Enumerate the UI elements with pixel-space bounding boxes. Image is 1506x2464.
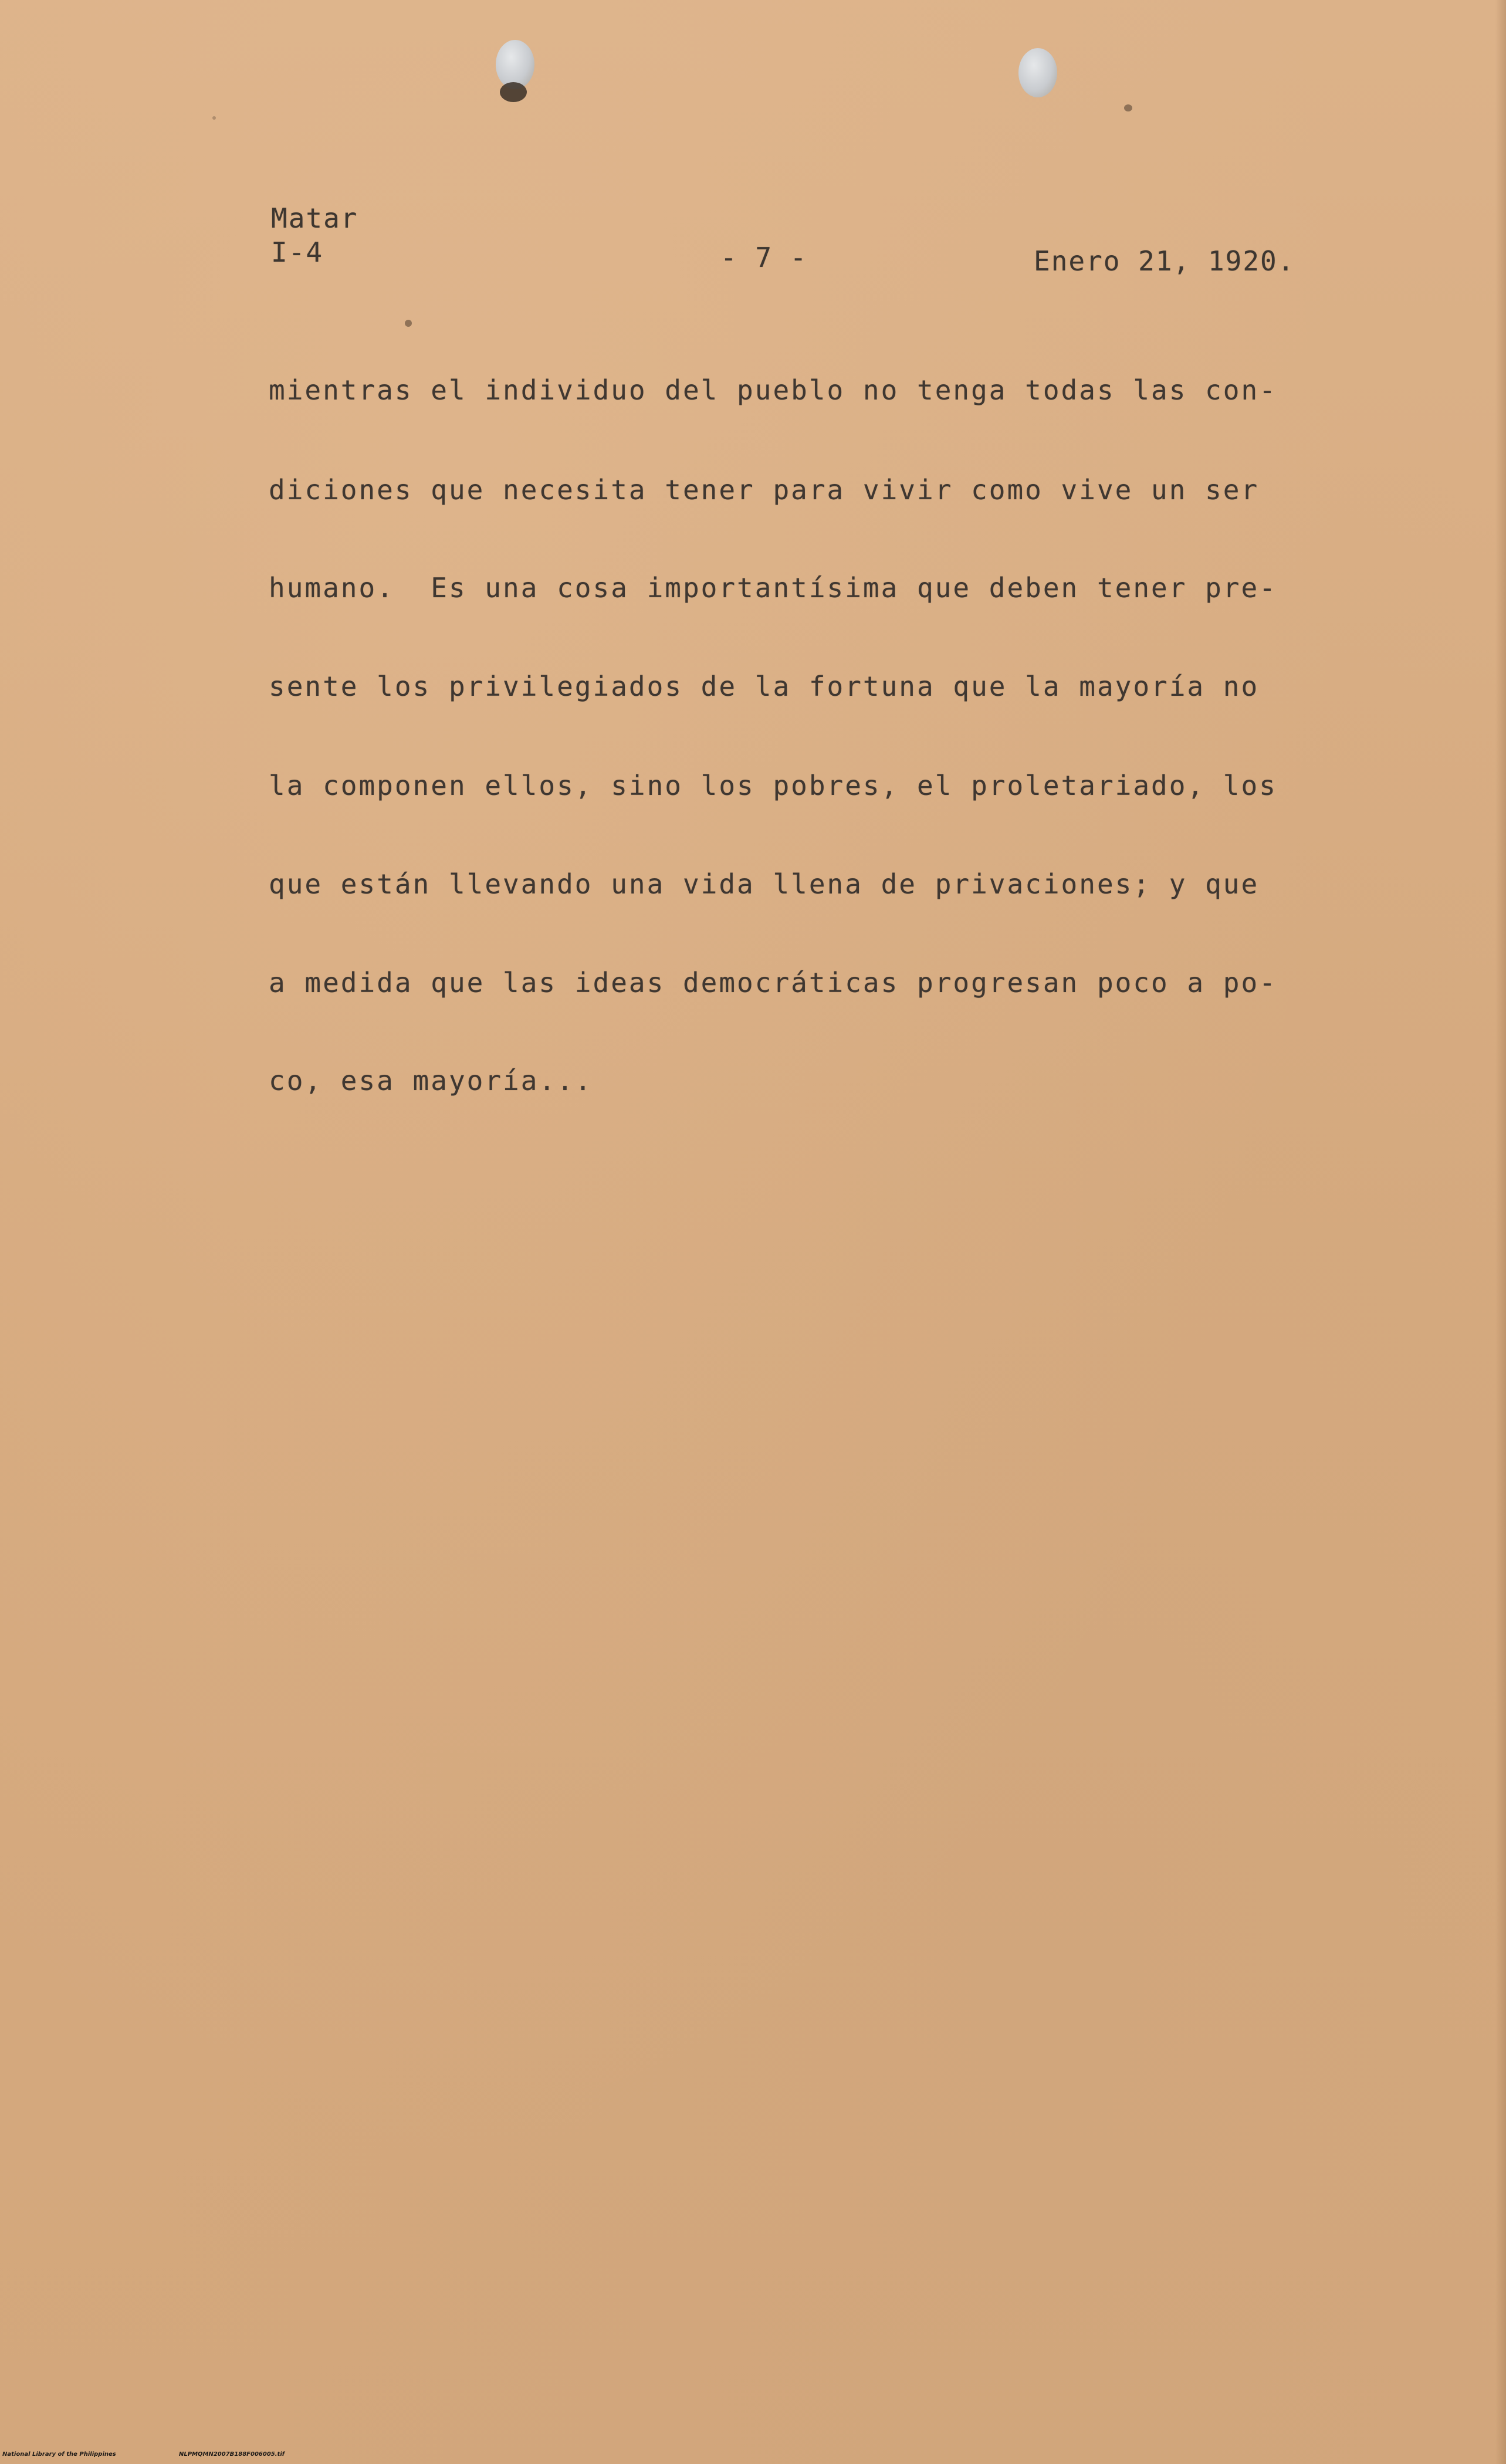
document-date: Enero 21, 1920. bbox=[1034, 245, 1295, 277]
body-text-line: humano. Es una cosa importantísima que deben tener pre- bbox=[269, 572, 1277, 604]
body-text-line: a medida que las ideas democráticas progresan poco a po- bbox=[269, 967, 1277, 999]
reference-name: Matar bbox=[271, 202, 358, 234]
page-edge bbox=[1495, 0, 1506, 2464]
punch-hole-shadow bbox=[500, 82, 527, 102]
footer-credit: National Library of the Philippines bbox=[2, 2451, 116, 2458]
reference-code: I-4 bbox=[271, 236, 324, 268]
body-text-line: la componen ellos, sino los pobres, el proletariado, los bbox=[269, 770, 1277, 801]
body-text-line: mientras el individuo del pueblo no tenga todas las con- bbox=[269, 374, 1277, 406]
body-text-line: co, esa mayoría... bbox=[269, 1065, 593, 1096]
paper-speck bbox=[1124, 104, 1132, 111]
body-text-line: que están llevando una vida llena de privaciones; y que bbox=[269, 868, 1260, 900]
page-number: - 7 - bbox=[720, 242, 808, 273]
body-text-line: diciones que necesita tener para vivir como vive un ser bbox=[269, 474, 1260, 506]
punch-hole-right bbox=[1018, 48, 1057, 97]
footer-file-id: NLPMQMN2007B188F006005.tif bbox=[179, 2451, 285, 2458]
paper-speck bbox=[405, 320, 412, 327]
paper-speck bbox=[212, 116, 216, 120]
body-text-line: sente los privilegiados de la fortuna que la mayoría no bbox=[269, 671, 1260, 702]
